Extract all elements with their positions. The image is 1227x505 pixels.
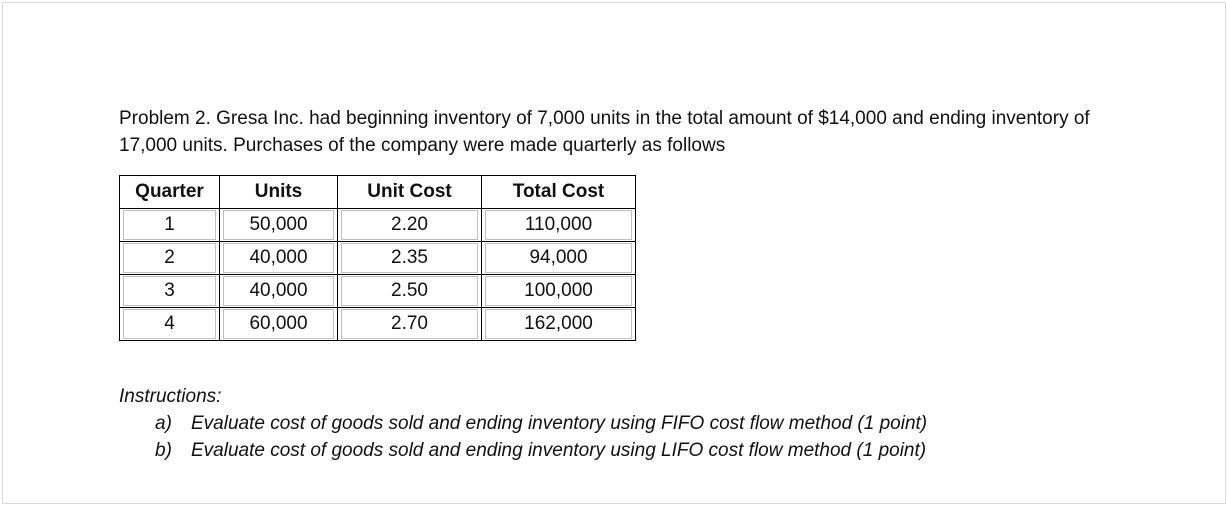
list-item [155,410,1119,437]
header-quarter: Quarter [120,176,220,209]
instructions-section [119,383,1119,464]
header-total-cost: Total Cost [482,176,636,209]
instructions-list [119,410,1119,464]
cell-quarter: 2 [123,243,216,273]
purchases-table [119,175,636,341]
header-units: Units [220,176,338,209]
cell-total-cost: 100,000 [485,276,632,306]
table-row [120,308,636,341]
cell-units: 40,000 [223,276,334,306]
cell-unit-cost: 2.35 [341,243,478,273]
table-header-row [120,176,636,209]
list-marker: b) [155,440,172,461]
cell-total-cost: 94,000 [485,243,632,273]
cell-unit-cost: 2.50 [341,276,478,306]
cell-unit-cost: 2.20 [341,210,478,240]
cell-quarter: 3 [123,276,216,306]
problem-statement: Problem 2. Gresa Inc. had beginning inventory of 7,000 units in the total amount of $14,000 and ending inventory of 17,000 units. Purchases of the company were made quarterly as follows [119,108,1090,156]
cell-total-cost: 162,000 [485,309,632,339]
cell-units: 50,000 [223,210,334,240]
header-unit-cost: Unit Cost [338,176,482,209]
cell-quarter: 4 [123,309,216,339]
list-marker: a) [155,413,172,434]
cell-unit-cost: 2.70 [341,309,478,339]
table-row [120,242,636,275]
cell-quarter: 1 [123,210,216,240]
list-item [155,437,1119,464]
cell-units: 60,000 [223,309,334,339]
instruction-text: Evaluate cost of goods sold and ending inventory using LIFO cost flow method (1 point) [191,440,927,461]
instructions-title: Instructions: [119,386,222,407]
table-row [120,209,636,242]
table-row [120,275,636,308]
cell-units: 40,000 [223,243,334,273]
cell-total-cost: 110,000 [485,210,632,240]
document-page [2,2,1226,504]
instruction-text: Evaluate cost of goods sold and ending inventory using FIFO cost flow method (1 point) [191,413,928,434]
